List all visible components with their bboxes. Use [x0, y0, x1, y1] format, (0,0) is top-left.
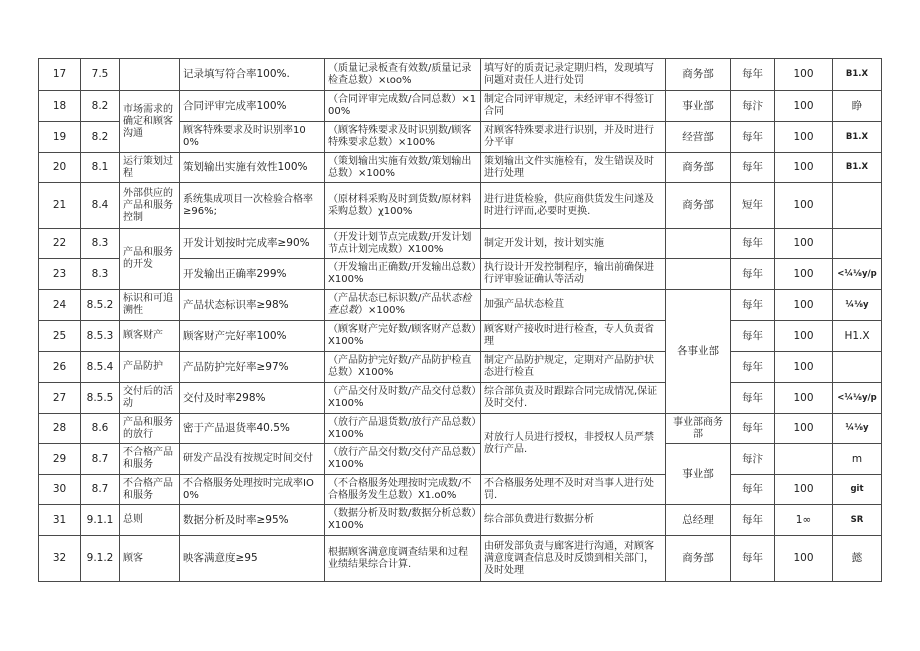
formula-text: （顾客特殊要求及时识别数/顾客特殊要求总数）×100% — [325, 122, 481, 153]
clause-number: 8.1 — [81, 153, 120, 183]
target-value: 100 — [775, 352, 833, 383]
target-value: 100 — [775, 183, 833, 229]
process-name: 运行策划过程 — [120, 153, 180, 183]
responsible-dept — [666, 259, 731, 290]
note-mark: <¼⅛y/p — [833, 383, 882, 414]
method-text: 制定产品防护规定，定期对产品防护状态进行检直 — [481, 352, 666, 383]
row-number: 32 — [39, 536, 81, 582]
frequency: 每年 — [731, 414, 775, 444]
frequency: 每年 — [731, 321, 775, 352]
method-text: 不合格服务处理不及时对当事人进行处罚. — [481, 475, 666, 505]
process-name: 不合格产品和服务 — [120, 444, 180, 475]
formula-text: （原材料采购及时到货数/原材料采购总数）χ100% — [325, 183, 481, 229]
process-name: 交付后的活动 — [120, 383, 180, 414]
objective-text: 开发计划按时完成率≥90% — [180, 229, 325, 259]
formula-text: （数据分析及时数/数据分析总数）X100% — [325, 505, 481, 536]
process-name: 顾客财产 — [120, 321, 180, 352]
note-mark: 懿 — [833, 536, 882, 582]
row-number: 24 — [39, 290, 81, 321]
responsible-dept: 商务部 — [666, 59, 731, 91]
responsible-dept: 商务部 — [666, 153, 731, 183]
note-mark: 睁 — [833, 91, 882, 122]
objective-text: 合同评审完成率100% — [180, 91, 325, 122]
clause-number: 8.5.5 — [81, 383, 120, 414]
note-mark: ¼⅛y — [833, 290, 882, 321]
target-value: 1∞ — [775, 505, 833, 536]
formula-text: （产品防护完好数/产品防护检直总数）X100% — [325, 352, 481, 383]
method-text: 由研发部负责与廊客进行沟通，对顾客满意度调查信息及时反馈到相关部门，及时处理 — [481, 536, 666, 582]
table-row — [39, 153, 882, 183]
formula-text: （不合格服务处理按时完成数/不合格服务发生总数）X1.o0% — [325, 475, 481, 505]
frequency: 每年 — [731, 475, 775, 505]
target-value: 100 — [775, 383, 833, 414]
process-name: 外部供应的产品和服务控制 — [120, 183, 180, 229]
method-text: 填写好的质责记录定期归档，发现填写问题对责任人进行处罚 — [481, 59, 666, 91]
table-row — [39, 505, 882, 536]
objective-text: 研发产品没有按规定时间交付 — [180, 444, 325, 475]
clause-number: 8.3 — [81, 259, 120, 290]
target-value: 100 — [775, 259, 833, 290]
formula-text: （放行产品退货数/放行产品总数）X100% — [325, 414, 481, 444]
objective-text: 开发输出正确率299% — [180, 259, 325, 290]
formula-text: （顾客财产完好数/顾客财产总数）X100% — [325, 321, 481, 352]
note-mark — [833, 183, 882, 229]
objective-text: 策划输出实施有效性100% — [180, 153, 325, 183]
formula-text: 根据顾客满意度调查结果和过程业绩结果综合计算. — [325, 536, 481, 582]
objective-text: 数据分析及时率≥95% — [180, 505, 325, 536]
target-value: 100 — [775, 59, 833, 91]
table-row — [39, 383, 882, 414]
row-number: 20 — [39, 153, 81, 183]
table-row — [39, 444, 882, 475]
target-value: 100 — [775, 229, 833, 259]
frequency: 每年 — [731, 259, 775, 290]
frequency: 每年 — [731, 290, 775, 321]
frequency: 每年 — [731, 153, 775, 183]
target-value: 100 — [775, 536, 833, 582]
process-name — [120, 59, 180, 91]
method-text: 对顾客特殊要求进行识别，并及时进行分平审 — [481, 122, 666, 153]
method-text: 进行进货检验，供应商供货发生问遂及时进行评而,必要时更换. — [481, 183, 666, 229]
frequency: 每年 — [731, 505, 775, 536]
table-row — [39, 183, 882, 229]
row-number: 28 — [39, 414, 81, 444]
note-mark: B1.X — [833, 122, 882, 153]
table-row — [39, 290, 882, 321]
clause-number: 8.7 — [81, 475, 120, 505]
process-name: 产品和服务的开发 — [120, 229, 180, 290]
clause-number: 8.6 — [81, 414, 120, 444]
note-mark: m — [833, 444, 882, 475]
row-number: 17 — [39, 59, 81, 91]
formula-part-italic: 态检查总数 — [328, 293, 472, 316]
row-number: 26 — [39, 352, 81, 383]
process-name: 标识和可追溯性 — [120, 290, 180, 321]
process-name: 产品和服务的放行 — [120, 414, 180, 444]
table-row — [39, 536, 882, 582]
objective-text: 密于产品退货率40.5% — [180, 414, 325, 444]
clause-number: 8.7 — [81, 444, 120, 475]
responsible-dept: 事业部 — [666, 444, 731, 505]
frequency: 每年 — [731, 536, 775, 582]
table-row — [39, 352, 882, 383]
note-mark: B1.X — [833, 59, 882, 91]
row-number: 21 — [39, 183, 81, 229]
frequency: 每年 — [731, 59, 775, 91]
row-number: 23 — [39, 259, 81, 290]
responsible-dept: 商务部 — [666, 536, 731, 582]
target-value: 100 — [775, 290, 833, 321]
target-value: 100 — [775, 321, 833, 352]
note-mark: ¼⅛y — [833, 414, 882, 444]
method-text: 综合部负责及时跟踪合同完成情况,保证及时交付. — [481, 383, 666, 414]
clause-number: 8.2 — [81, 122, 120, 153]
frequency: 每汴 — [731, 91, 775, 122]
frequency: 每年 — [731, 352, 775, 383]
clause-number: 8.5.2 — [81, 290, 120, 321]
frequency: 短年 — [731, 183, 775, 229]
formula-text: （合同评审完成数/合同总数）×100% — [325, 91, 481, 122]
frequency: 每年 — [731, 229, 775, 259]
method-text: 顾客财产接收时进行检查，专人负责省理 — [481, 321, 666, 352]
clause-number: 9.1.2 — [81, 536, 120, 582]
table-row — [39, 59, 882, 91]
target-value — [775, 444, 833, 475]
method-text: 制定合同评审规定，未经评审不得签订合同 — [481, 91, 666, 122]
formula-text: （产品交付及时数/产品交付总数）X100% — [325, 383, 481, 414]
objective-text: 系统集成项目一次检验合格率≥96%; — [180, 183, 325, 229]
note-mark — [833, 229, 882, 259]
target-value: 100 — [775, 475, 833, 505]
row-number: 19 — [39, 122, 81, 153]
formula-text — [325, 290, 481, 321]
note-mark: H1.X — [833, 321, 882, 352]
frequency: 每年 — [731, 383, 775, 414]
formula-text: （开发计划节点完成数/开发计划节点计划完成数）X100% — [325, 229, 481, 259]
responsible-dept — [666, 229, 731, 259]
formula-part: ）×100% — [358, 305, 405, 316]
note-mark: git — [833, 475, 882, 505]
clause-number: 8.2 — [81, 91, 120, 122]
target-value: 100 — [775, 414, 833, 444]
table-row — [39, 475, 882, 505]
target-value: 100 — [775, 153, 833, 183]
row-number: 30 — [39, 475, 81, 505]
responsible-dept: 事业部商务部 — [666, 414, 731, 444]
row-number: 22 — [39, 229, 81, 259]
clause-number: 8.3 — [81, 229, 120, 259]
formula-text: （质量记录板查有效数/质量记录检查总数）×ιoo% — [325, 59, 481, 91]
note-mark: <¼⅛y/p — [833, 259, 882, 290]
quality-objectives-table — [38, 58, 882, 582]
clause-number: 7.5 — [81, 59, 120, 91]
formula-part: （产品状态已标识数/产品状 — [328, 293, 452, 304]
objective-text: 产品状态标识率≥98% — [180, 290, 325, 321]
clause-number: 8.4 — [81, 183, 120, 229]
note-mark: SR — [833, 505, 882, 536]
objective-text: 交付及时率298% — [180, 383, 325, 414]
table-row — [39, 91, 882, 122]
note-mark: B1.X — [833, 153, 882, 183]
method-text: 制定开发计划，按计划实施 — [481, 229, 666, 259]
frequency: 每汴 — [731, 444, 775, 475]
process-name: 不合格产品和服务 — [120, 475, 180, 505]
responsible-dept: 各事业部 — [666, 290, 731, 414]
objective-text: 产品防护完好率≥97% — [180, 352, 325, 383]
table-row — [39, 229, 882, 259]
row-number: 25 — [39, 321, 81, 352]
clause-number: 9.1.1 — [81, 505, 120, 536]
responsible-dept: 总经理 — [666, 505, 731, 536]
table-row — [39, 414, 882, 444]
process-name: 产品防护 — [120, 352, 180, 383]
method-text: 策划输出文件实施检有，发生错误及时进行处理 — [481, 153, 666, 183]
objective-text: 顾客财产完好率100% — [180, 321, 325, 352]
frequency: 每年 — [731, 122, 775, 153]
objective-text: 记录填写符合率100%. — [180, 59, 325, 91]
process-name: 顾客 — [120, 536, 180, 582]
target-value: 100 — [775, 91, 833, 122]
row-number: 18 — [39, 91, 81, 122]
formula-text: （放行产品交付数/交付产品总数）X100% — [325, 444, 481, 475]
table-row — [39, 321, 882, 352]
objective-text: 不合格服务处理按时完成率IO0% — [180, 475, 325, 505]
clause-number: 8.5.4 — [81, 352, 120, 383]
method-text: 对放行人员进行授权，非授权人员严禁放行产品. — [481, 414, 666, 475]
clause-number: 8.5.3 — [81, 321, 120, 352]
target-value: 100 — [775, 122, 833, 153]
responsible-dept: 事业部 — [666, 91, 731, 122]
method-text: 综合部负费进行数据分析 — [481, 505, 666, 536]
formula-text: （策划输出实施有效数/策划输出总数）×100% — [325, 153, 481, 183]
row-number: 29 — [39, 444, 81, 475]
responsible-dept: 经营部 — [666, 122, 731, 153]
formula-text: （开发输出正确数/开发输出总数）X100% — [325, 259, 481, 290]
responsible-dept: 商务部 — [666, 183, 731, 229]
method-text: 执行设计开发控制程序，输出前确保进行评审验证确认等活动 — [481, 259, 666, 290]
note-mark — [833, 352, 882, 383]
process-name: 市场需求的确定和顾客沟通 — [120, 91, 180, 153]
process-name: 总则 — [120, 505, 180, 536]
method-text: 加强产品状态检苴 — [481, 290, 666, 321]
objective-text: 顾客特殊要求及时识别率100% — [180, 122, 325, 153]
objective-text: 映客满意度≥95 — [180, 536, 325, 582]
row-number: 27 — [39, 383, 81, 414]
row-number: 31 — [39, 505, 81, 536]
